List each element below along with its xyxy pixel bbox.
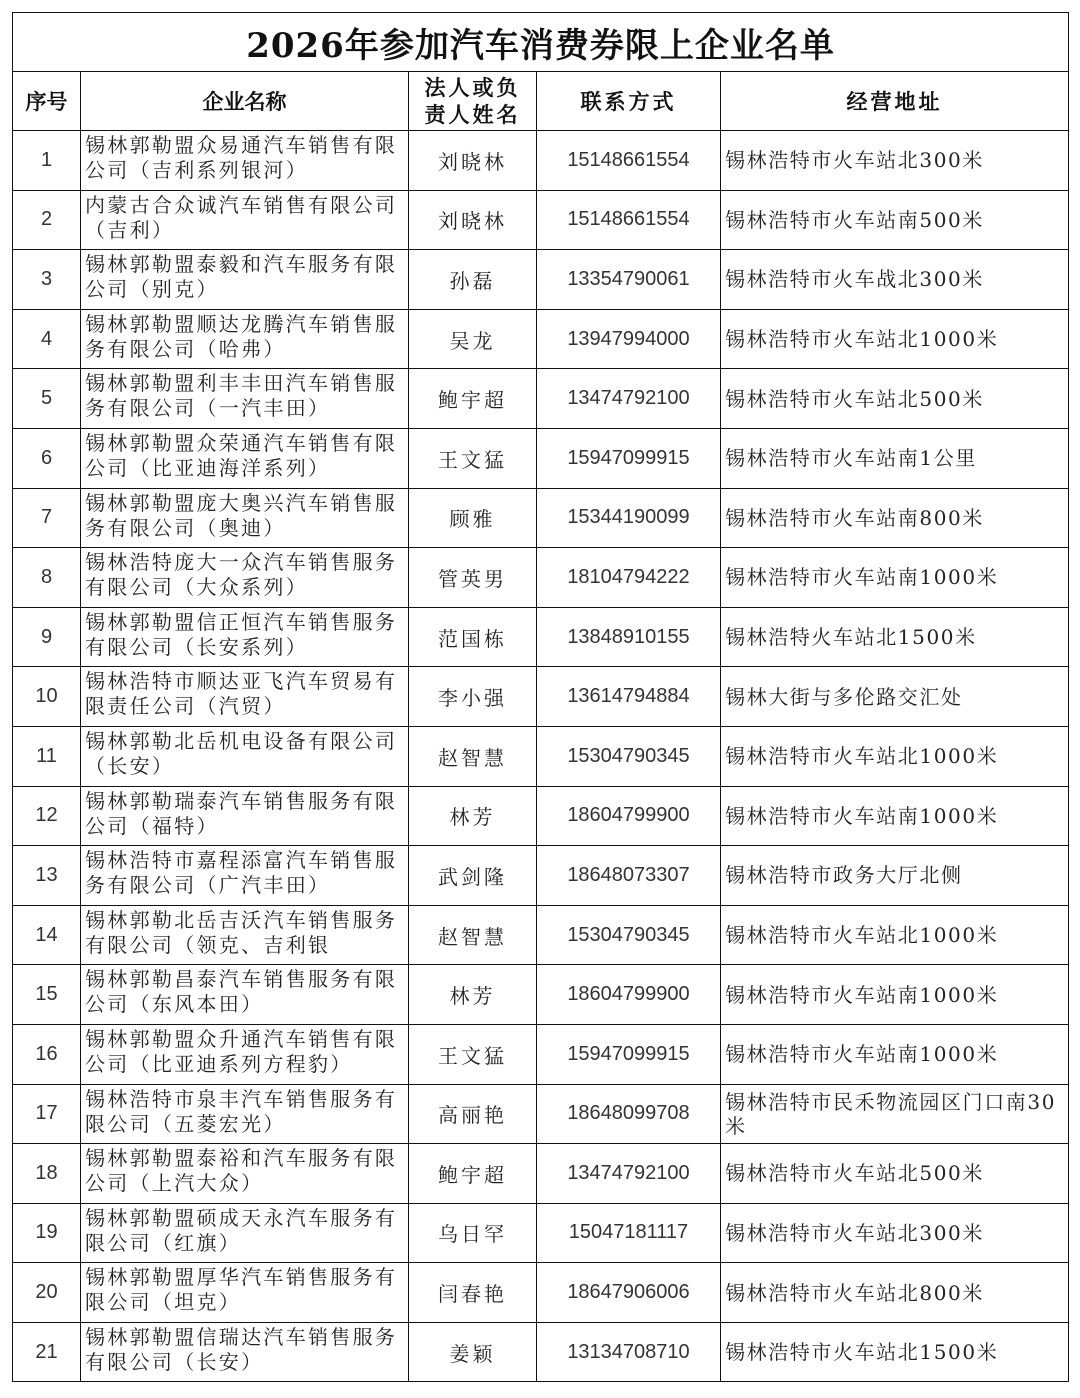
row-company-name-text: 内蒙古合众诚汽车销售有限公司（吉利） bbox=[85, 192, 398, 242]
row-address: 锡林浩特市政务大厅北侧 bbox=[721, 846, 1069, 906]
row-legal-person: 武剑隆 bbox=[409, 846, 537, 906]
table-row bbox=[13, 607, 1069, 667]
row-legal-person: 孙磊 bbox=[409, 250, 537, 310]
row-address: 锡林浩特市火车站北800米 bbox=[721, 1263, 1069, 1323]
row-company-name-text: 锡林郭勒北岳吉沃汽车销售服务有限公司（领克、吉利银 bbox=[85, 907, 398, 957]
table-title: 2026年参加汽车消费券限上企业名单 bbox=[13, 13, 1069, 72]
row-address: 锡林浩特市火车战北300米 bbox=[721, 250, 1069, 310]
table-row bbox=[13, 905, 1069, 965]
row-company-name-text: 锡林郭勒盟顺达龙腾汽车销售服务有限公司（哈弗） bbox=[85, 311, 398, 361]
row-company-name-text: 锡林郭勒盟众易通汽车销售有限公司（吉利系列银河） bbox=[85, 133, 398, 182]
table-row bbox=[13, 1024, 1069, 1084]
row-company-name bbox=[81, 607, 409, 667]
table-row bbox=[13, 250, 1069, 310]
row-company-name bbox=[81, 1322, 409, 1382]
row-company-name bbox=[81, 905, 409, 965]
row-index: 3 bbox=[13, 250, 81, 310]
table-row bbox=[13, 965, 1069, 1025]
row-index: 21 bbox=[13, 1322, 81, 1382]
row-company-name-text: 锡林郭勒盟利丰丰田汽车销售服务有限公司（一汽丰田） bbox=[85, 371, 398, 421]
document-page bbox=[12, 12, 1068, 1382]
header-address: 经营地址 bbox=[721, 72, 1069, 131]
row-index: 16 bbox=[13, 1024, 81, 1084]
row-company-name bbox=[81, 131, 409, 191]
row-address: 锡林浩特市火车站北1500米 bbox=[721, 1322, 1069, 1382]
row-legal-person: 王文猛 bbox=[409, 1024, 537, 1084]
row-company-name bbox=[81, 786, 409, 846]
row-phone: 15047181117 bbox=[537, 1203, 721, 1263]
table-row bbox=[13, 309, 1069, 369]
row-phone: 15148661554 bbox=[537, 131, 721, 191]
row-index: 6 bbox=[13, 428, 81, 488]
row-legal-person: 乌日罕 bbox=[409, 1203, 537, 1263]
row-phone: 15304790345 bbox=[537, 726, 721, 786]
row-company-name bbox=[81, 369, 409, 429]
table-row bbox=[13, 846, 1069, 906]
row-address: 锡林浩特市火车站南1000米 bbox=[721, 548, 1069, 608]
row-legal-person: 李小强 bbox=[409, 667, 537, 727]
row-index: 12 bbox=[13, 786, 81, 846]
row-phone: 15304790345 bbox=[537, 905, 721, 965]
row-company-name bbox=[81, 309, 409, 369]
row-phone: 13848910155 bbox=[537, 607, 721, 667]
enterprise-table bbox=[12, 12, 1069, 1382]
row-address: 锡林浩特市民禾物流园区门口南30米 bbox=[721, 1084, 1069, 1144]
row-address: 锡林浩特市火车站北1000米 bbox=[721, 905, 1069, 965]
row-phone: 18648073307 bbox=[537, 846, 721, 906]
row-index: 14 bbox=[13, 905, 81, 965]
row-company-name-text: 锡林浩特市泉丰汽车销售服务有限公司（五菱宏光） bbox=[85, 1086, 398, 1136]
row-phone: 15344190099 bbox=[537, 488, 721, 548]
table-row bbox=[13, 667, 1069, 727]
table-header-row bbox=[13, 72, 1069, 131]
row-phone: 18604799900 bbox=[537, 965, 721, 1025]
row-phone: 15947099915 bbox=[537, 428, 721, 488]
row-address: 锡林浩特市火车站南1000米 bbox=[721, 786, 1069, 846]
table-row bbox=[13, 1084, 1069, 1144]
row-company-name-text: 锡林郭勒盟硕成天永汽车服务有限公司（红旗） bbox=[85, 1205, 398, 1255]
table-row bbox=[13, 548, 1069, 608]
row-phone: 13354790061 bbox=[537, 250, 721, 310]
row-phone: 18648099708 bbox=[537, 1084, 721, 1144]
table-row bbox=[13, 1263, 1069, 1323]
header-company-name: 企业名称 bbox=[81, 72, 409, 131]
row-legal-person: 顾雅 bbox=[409, 488, 537, 548]
row-company-name-text: 锡林浩特庞大一众汽车销售服务有限公司（大众系列） bbox=[85, 550, 398, 600]
row-company-name bbox=[81, 428, 409, 488]
table-row bbox=[13, 1144, 1069, 1204]
row-legal-person: 刘晓林 bbox=[409, 131, 537, 191]
row-company-name-text: 锡林浩特市嘉程添富汽车销售服务有限公司（广汽丰田） bbox=[85, 848, 398, 898]
row-phone: 18104794222 bbox=[537, 548, 721, 608]
row-address: 锡林浩特市火车站南1000米 bbox=[721, 965, 1069, 1025]
row-company-name-text: 锡林郭勒盟信正恒汽车销售服务有限公司（长安系列） bbox=[85, 609, 398, 659]
row-company-name-text: 锡林郭勒盟众升通汽车销售有限公司（比亚迪系列方程豹） bbox=[85, 1026, 398, 1076]
row-company-name-text: 锡林郭勒盟厚华汽车销售服务有限公司（坦克） bbox=[85, 1265, 398, 1315]
row-address: 锡林浩特市火车站南500米 bbox=[721, 190, 1069, 250]
row-address: 锡林浩特市火车站北300米 bbox=[721, 1203, 1069, 1263]
row-address: 锡林浩特市火车站南1公里 bbox=[721, 428, 1069, 488]
row-legal-person: 吴龙 bbox=[409, 309, 537, 369]
row-phone: 15947099915 bbox=[537, 1024, 721, 1084]
row-company-name-text: 锡林郭勒昌泰汽车销售服务有限公司（东风本田） bbox=[85, 967, 398, 1017]
row-company-name-text: 锡林郭勒盟信瑞达汽车销售服务有限公司（长安） bbox=[85, 1324, 398, 1374]
row-company-name-text: 锡林郭勒瑞泰汽车销售服务有限公司（福特） bbox=[85, 788, 398, 838]
row-company-name bbox=[81, 667, 409, 727]
row-legal-person: 管英男 bbox=[409, 548, 537, 608]
row-legal-person: 高丽艳 bbox=[409, 1084, 537, 1144]
row-address: 锡林浩特市火车站北1000米 bbox=[721, 309, 1069, 369]
table-body bbox=[13, 131, 1069, 1382]
row-company-name bbox=[81, 1024, 409, 1084]
row-address: 锡林大街与多伦路交汇处 bbox=[721, 667, 1069, 727]
row-index: 18 bbox=[13, 1144, 81, 1204]
header-legal-person: 法人或负责人姓名 bbox=[409, 72, 537, 131]
row-index: 7 bbox=[13, 488, 81, 548]
row-legal-person: 林芳 bbox=[409, 786, 537, 846]
row-legal-person: 范国栋 bbox=[409, 607, 537, 667]
row-company-name bbox=[81, 1084, 409, 1144]
row-phone: 13947994000 bbox=[537, 309, 721, 369]
row-address: 锡林浩特市火车站北300米 bbox=[721, 131, 1069, 191]
row-legal-person: 林芳 bbox=[409, 965, 537, 1025]
row-phone: 15148661554 bbox=[537, 190, 721, 250]
row-company-name bbox=[81, 965, 409, 1025]
row-address: 锡林浩特市火车站北500米 bbox=[721, 1144, 1069, 1204]
row-phone: 13134708710 bbox=[537, 1322, 721, 1382]
row-index: 11 bbox=[13, 726, 81, 786]
row-company-name bbox=[81, 190, 409, 250]
row-legal-person: 鲍宇超 bbox=[409, 1144, 537, 1204]
table-row bbox=[13, 190, 1069, 250]
row-company-name-text: 锡林郭勒盟泰毅和汽车服务有限公司（别克） bbox=[85, 252, 398, 302]
row-index: 2 bbox=[13, 190, 81, 250]
table-row bbox=[13, 786, 1069, 846]
table-row bbox=[13, 131, 1069, 191]
row-index: 5 bbox=[13, 369, 81, 429]
row-legal-person: 闫春艳 bbox=[409, 1263, 537, 1323]
row-address: 锡林浩特火车站北1500米 bbox=[721, 607, 1069, 667]
row-company-name bbox=[81, 1263, 409, 1323]
row-legal-person: 鲍宇超 bbox=[409, 369, 537, 429]
row-company-name bbox=[81, 726, 409, 786]
header-contact: 联系方式 bbox=[537, 72, 721, 131]
row-address: 锡林浩特市火车站南1000米 bbox=[721, 1024, 1069, 1084]
row-legal-person: 赵智慧 bbox=[409, 905, 537, 965]
row-company-name bbox=[81, 488, 409, 548]
row-company-name bbox=[81, 1144, 409, 1204]
row-index: 4 bbox=[13, 309, 81, 369]
row-phone: 13474792100 bbox=[537, 1144, 721, 1204]
row-phone: 13614794884 bbox=[537, 667, 721, 727]
row-index: 13 bbox=[13, 846, 81, 906]
row-company-name-text: 锡林郭勒盟庞大奥兴汽车销售服务有限公司（奥迪） bbox=[85, 490, 398, 540]
table-row bbox=[13, 428, 1069, 488]
row-company-name-text: 锡林郭勒北岳机电设备有限公司（长安） bbox=[85, 728, 398, 778]
row-phone: 18604799900 bbox=[537, 786, 721, 846]
row-index: 17 bbox=[13, 1084, 81, 1144]
row-company-name-text: 锡林浩特市顺达亚飞汽车贸易有限责任公司（汽贸） bbox=[85, 669, 398, 719]
row-legal-person: 赵智慧 bbox=[409, 726, 537, 786]
table-row bbox=[13, 726, 1069, 786]
row-index: 19 bbox=[13, 1203, 81, 1263]
table-row bbox=[13, 488, 1069, 548]
row-phone: 13474792100 bbox=[537, 369, 721, 429]
row-company-name-text: 锡林郭勒盟泰裕和汽车服务有限公司（上汽大众） bbox=[85, 1146, 398, 1196]
table-row bbox=[13, 1203, 1069, 1263]
row-legal-person: 刘晓林 bbox=[409, 190, 537, 250]
row-company-name bbox=[81, 548, 409, 608]
row-legal-person: 王文猛 bbox=[409, 428, 537, 488]
row-index: 1 bbox=[13, 131, 81, 191]
row-phone: 18647906006 bbox=[537, 1263, 721, 1323]
row-company-name bbox=[81, 846, 409, 906]
header-index: 序号 bbox=[13, 72, 81, 131]
table-row bbox=[13, 369, 1069, 429]
row-address: 锡林浩特市火车站北500米 bbox=[721, 369, 1069, 429]
row-index: 9 bbox=[13, 607, 81, 667]
row-company-name-text: 锡林郭勒盟众荣通汽车销售有限公司（比亚迪海洋系列） bbox=[85, 430, 398, 480]
row-company-name bbox=[81, 1203, 409, 1263]
row-address: 锡林浩特市火车站南800米 bbox=[721, 488, 1069, 548]
row-index: 15 bbox=[13, 965, 81, 1025]
row-index: 20 bbox=[13, 1263, 81, 1323]
row-company-name bbox=[81, 250, 409, 310]
row-legal-person: 姜颖 bbox=[409, 1322, 537, 1382]
row-address: 锡林浩特市火车站北1000米 bbox=[721, 726, 1069, 786]
row-index: 10 bbox=[13, 667, 81, 727]
row-index: 8 bbox=[13, 548, 81, 608]
table-row bbox=[13, 1322, 1069, 1382]
